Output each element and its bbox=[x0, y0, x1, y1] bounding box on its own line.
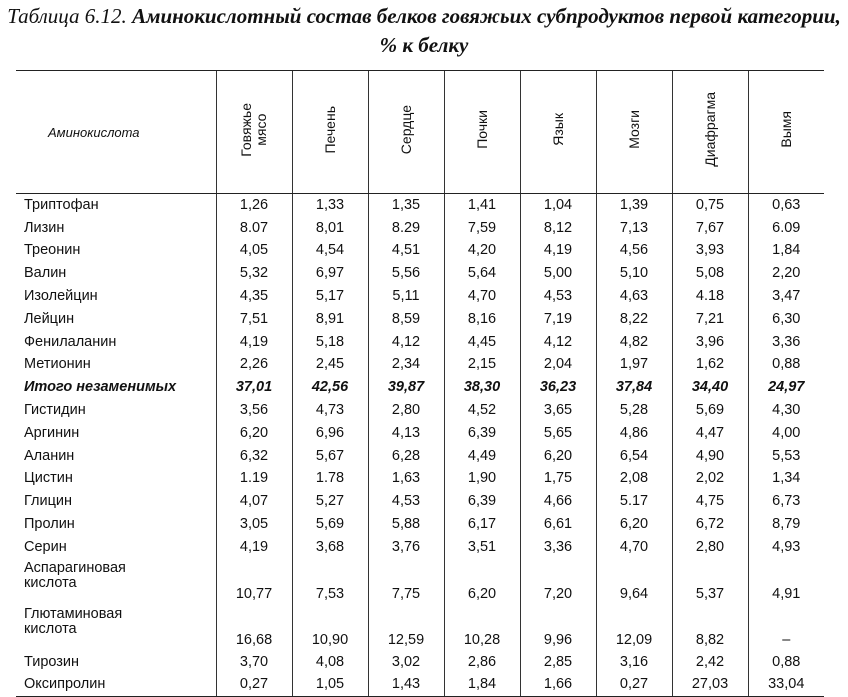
table-row bbox=[16, 285, 824, 308]
value-cell: 2,02 bbox=[672, 468, 748, 491]
value-cell: 6,20 bbox=[596, 513, 672, 536]
value-cell: 4,35 bbox=[216, 285, 292, 308]
value-cell: 2,85 bbox=[520, 651, 596, 674]
value-cell: 4,00 bbox=[748, 422, 824, 445]
value-cell: 37,01 bbox=[216, 376, 292, 399]
value-cell: 5,64 bbox=[444, 262, 520, 285]
value-cell: 4,73 bbox=[292, 399, 368, 422]
value-cell: 8,91 bbox=[292, 308, 368, 331]
value-cell: 4,13 bbox=[368, 422, 444, 445]
value-cell: 5,37 bbox=[672, 559, 748, 605]
value-cell: 0,27 bbox=[216, 674, 292, 697]
value-cell: 39,87 bbox=[368, 376, 444, 399]
value-cell: 5,32 bbox=[216, 262, 292, 285]
value-cell: 38,30 bbox=[444, 376, 520, 399]
value-cell: 6,20 bbox=[520, 445, 596, 468]
value-cell: 1,62 bbox=[672, 354, 748, 377]
value-cell: 4,07 bbox=[216, 490, 292, 513]
amino-acid-name: Глютаминовая кислота bbox=[24, 605, 123, 637]
value-cell: 3,96 bbox=[672, 331, 748, 354]
value-cell: 2,42 bbox=[672, 651, 748, 674]
value-cell: 10,77 bbox=[216, 559, 292, 605]
value-cell: 2,15 bbox=[444, 354, 520, 377]
column-header bbox=[216, 71, 292, 194]
value-cell: 12,59 bbox=[368, 605, 444, 651]
table-row bbox=[16, 674, 824, 697]
table-row bbox=[16, 651, 824, 674]
value-cell: 0,63 bbox=[748, 194, 824, 217]
amino-acid-table bbox=[16, 70, 824, 697]
column-header bbox=[292, 71, 368, 194]
column-header-amino-acid: Аминокислота bbox=[16, 71, 216, 194]
table-row bbox=[16, 445, 824, 468]
value-cell: 7,53 bbox=[292, 559, 368, 605]
table-row bbox=[16, 354, 824, 377]
value-cell: 2,20 bbox=[748, 262, 824, 285]
table-row bbox=[16, 308, 824, 331]
value-cell: 6,61 bbox=[520, 513, 596, 536]
value-cell: 4,54 bbox=[292, 240, 368, 263]
table-row bbox=[16, 262, 824, 285]
value-cell: 0,75 bbox=[672, 194, 748, 217]
value-cell: 4,86 bbox=[596, 422, 672, 445]
amino-acid-name: Аспарагиновая кислота bbox=[24, 559, 126, 591]
value-cell: 37,84 bbox=[596, 376, 672, 399]
value-cell: 4,91 bbox=[748, 559, 824, 605]
value-cell: 5,10 bbox=[596, 262, 672, 285]
value-cell: 4,19 bbox=[216, 536, 292, 559]
value-cell: 4,70 bbox=[596, 536, 672, 559]
value-cell: 8,59 bbox=[368, 308, 444, 331]
value-cell: 1,41 bbox=[444, 194, 520, 217]
amino-acid-name: Изолейцин bbox=[24, 288, 98, 305]
amino-acid-name: Аланин bbox=[24, 447, 75, 464]
value-cell: 8,01 bbox=[292, 217, 368, 240]
value-cell: 1,05 bbox=[292, 674, 368, 697]
value-cell: 2,04 bbox=[520, 354, 596, 377]
value-cell: 2,34 bbox=[368, 354, 444, 377]
value-cell: 6,20 bbox=[444, 559, 520, 605]
column-header bbox=[444, 71, 520, 194]
value-cell: 1,04 bbox=[520, 194, 596, 217]
value-cell: 8,22 bbox=[596, 308, 672, 331]
value-cell: 3,93 bbox=[672, 240, 748, 263]
table-row bbox=[16, 513, 824, 536]
value-cell: 1.78 bbox=[292, 468, 368, 491]
value-cell: 7,19 bbox=[520, 308, 596, 331]
value-cell: 5,53 bbox=[748, 445, 824, 468]
value-cell: 5,08 bbox=[672, 262, 748, 285]
value-cell: 6,20 bbox=[216, 422, 292, 445]
value-cell: 42,56 bbox=[292, 376, 368, 399]
value-cell: 5,65 bbox=[520, 422, 596, 445]
value-cell: 4,19 bbox=[520, 240, 596, 263]
table-row bbox=[16, 217, 824, 240]
value-cell: 1,26 bbox=[216, 194, 292, 217]
table-row bbox=[16, 331, 824, 354]
value-cell: 34,40 bbox=[672, 376, 748, 399]
column-header-label: Вымя bbox=[777, 111, 794, 148]
column-header bbox=[520, 71, 596, 194]
amino-acid-name: Триптофан bbox=[24, 196, 99, 213]
value-cell: 6,97 bbox=[292, 262, 368, 285]
value-cell: 7,20 bbox=[520, 559, 596, 605]
value-cell: 2,26 bbox=[216, 354, 292, 377]
amino-acid-name: Аргинин bbox=[24, 424, 80, 441]
table-number: Таблица 6.12. bbox=[7, 4, 127, 28]
column-header-label: Мозги bbox=[625, 110, 642, 149]
value-cell: 9,96 bbox=[520, 605, 596, 651]
amino-acid-name: Цистин bbox=[24, 470, 73, 487]
value-cell: 0,27 bbox=[596, 674, 672, 697]
value-cell: 4,19 bbox=[216, 331, 292, 354]
value-cell: 3,70 bbox=[216, 651, 292, 674]
value-cell: 5,17 bbox=[292, 285, 368, 308]
value-cell: 2,08 bbox=[596, 468, 672, 491]
column-header bbox=[596, 71, 672, 194]
value-cell: 8,82 bbox=[672, 605, 748, 651]
value-cell: 9,64 bbox=[596, 559, 672, 605]
value-cell: 8,79 bbox=[748, 513, 824, 536]
value-cell: 3,47 bbox=[748, 285, 824, 308]
value-cell: 4,66 bbox=[520, 490, 596, 513]
table-row bbox=[16, 490, 824, 513]
table-row bbox=[16, 399, 824, 422]
value-cell: 6,73 bbox=[748, 490, 824, 513]
value-cell: 1,84 bbox=[444, 674, 520, 697]
value-cell: 24,97 bbox=[748, 376, 824, 399]
value-cell: 4,93 bbox=[748, 536, 824, 559]
table-caption bbox=[0, 2, 848, 60]
table-row bbox=[16, 536, 824, 559]
amino-acid-name: Лизин bbox=[24, 219, 65, 236]
value-cell: 16,68 bbox=[216, 605, 292, 651]
table-row bbox=[16, 559, 824, 605]
value-cell: 3,68 bbox=[292, 536, 368, 559]
column-header bbox=[672, 71, 748, 194]
value-cell: 5,27 bbox=[292, 490, 368, 513]
value-cell: 2,86 bbox=[444, 651, 520, 674]
amino-acid-name: Серин bbox=[24, 538, 67, 555]
column-header-label: Печень bbox=[321, 105, 338, 154]
value-cell: 6.09 bbox=[748, 217, 824, 240]
value-cell: 4,12 bbox=[520, 331, 596, 354]
value-cell: 5,18 bbox=[292, 331, 368, 354]
table-row bbox=[16, 422, 824, 445]
value-cell: 3,16 bbox=[596, 651, 672, 674]
value-cell: 5,28 bbox=[596, 399, 672, 422]
value-cell: 7,75 bbox=[368, 559, 444, 605]
value-cell: 7,59 bbox=[444, 217, 520, 240]
value-cell: 6,54 bbox=[596, 445, 672, 468]
value-cell: 4,70 bbox=[444, 285, 520, 308]
table-row bbox=[16, 240, 824, 263]
value-cell: 6,30 bbox=[748, 308, 824, 331]
amino-acid-name: Глицин bbox=[24, 493, 73, 510]
amino-acid-name: Оксипролин bbox=[16, 674, 216, 697]
table-body bbox=[16, 194, 824, 697]
value-cell: 4,56 bbox=[596, 240, 672, 263]
value-cell: 3,02 bbox=[368, 651, 444, 674]
value-cell: 4,05 bbox=[216, 240, 292, 263]
total-row bbox=[16, 376, 824, 399]
value-cell: 4,45 bbox=[444, 331, 520, 354]
value-cell: 4,53 bbox=[368, 490, 444, 513]
amino-acid-name: Пролин bbox=[24, 516, 75, 533]
value-cell: 5,69 bbox=[292, 513, 368, 536]
value-cell: 5,11 bbox=[368, 285, 444, 308]
column-header bbox=[368, 71, 444, 194]
value-cell: 4,90 bbox=[672, 445, 748, 468]
value-cell: 1,66 bbox=[520, 674, 596, 697]
value-cell: 4,08 bbox=[292, 651, 368, 674]
value-cell: 8,16 bbox=[444, 308, 520, 331]
amino-acid-name: Гистидин bbox=[24, 402, 86, 419]
value-cell: 4.18 bbox=[672, 285, 748, 308]
amino-acid-name: Фенилаланин bbox=[24, 333, 117, 350]
value-cell: 1,35 bbox=[368, 194, 444, 217]
value-cell: 8.07 bbox=[216, 217, 292, 240]
value-cell: 4,63 bbox=[596, 285, 672, 308]
value-cell: 5,56 bbox=[368, 262, 444, 285]
value-cell: 1,33 bbox=[292, 194, 368, 217]
value-cell: 4,30 bbox=[748, 399, 824, 422]
value-cell: 3,65 bbox=[520, 399, 596, 422]
value-cell: 1,84 bbox=[748, 240, 824, 263]
value-cell: 10,28 bbox=[444, 605, 520, 651]
column-header-label: Говяжье мясо bbox=[238, 102, 269, 157]
value-cell: 1,90 bbox=[444, 468, 520, 491]
value-cell: 4,49 bbox=[444, 445, 520, 468]
value-cell: 6,39 bbox=[444, 422, 520, 445]
value-cell: 0,88 bbox=[748, 354, 824, 377]
value-cell: 27,03 bbox=[672, 674, 748, 697]
value-cell: 1,63 bbox=[368, 468, 444, 491]
value-cell: 12,09 bbox=[596, 605, 672, 651]
amino-acid-name: Треонин bbox=[24, 242, 81, 259]
value-cell: 4,75 bbox=[672, 490, 748, 513]
value-cell: 36,23 bbox=[520, 376, 596, 399]
table-row bbox=[16, 605, 824, 651]
value-cell: 3,05 bbox=[216, 513, 292, 536]
column-header-label: Диафрагма bbox=[701, 92, 718, 167]
value-cell: 5.17 bbox=[596, 490, 672, 513]
value-cell: 1,75 bbox=[520, 468, 596, 491]
value-cell: 1.19 bbox=[216, 468, 292, 491]
value-cell: 0,88 bbox=[748, 651, 824, 674]
column-header-label: Почки bbox=[473, 110, 490, 149]
value-cell: 6,96 bbox=[292, 422, 368, 445]
value-cell: 7,51 bbox=[216, 308, 292, 331]
table-row bbox=[16, 468, 824, 491]
value-cell: 2,80 bbox=[368, 399, 444, 422]
value-cell: 2,80 bbox=[672, 536, 748, 559]
value-cell: 5,00 bbox=[520, 262, 596, 285]
amino-acid-name: Валин bbox=[24, 265, 67, 282]
value-cell: 6,17 bbox=[444, 513, 520, 536]
amino-acid-name: Лейцин bbox=[24, 310, 75, 327]
value-cell: 8,12 bbox=[520, 217, 596, 240]
value-cell: 7,13 bbox=[596, 217, 672, 240]
value-cell: 4,12 bbox=[368, 331, 444, 354]
value-cell: 33,04 bbox=[748, 674, 824, 697]
column-header-label: Язык bbox=[549, 113, 566, 146]
value-cell: 1,39 bbox=[596, 194, 672, 217]
value-cell: 3,36 bbox=[520, 536, 596, 559]
value-cell: 3,56 bbox=[216, 399, 292, 422]
value-cell: 4,53 bbox=[520, 285, 596, 308]
column-header-label: Сердце bbox=[397, 104, 414, 155]
table-row bbox=[16, 194, 824, 217]
value-cell: 8.29 bbox=[368, 217, 444, 240]
value-cell: 2,45 bbox=[292, 354, 368, 377]
amino-acid-name: Итого незаменимых bbox=[24, 379, 177, 396]
value-cell: 7,21 bbox=[672, 308, 748, 331]
value-cell: 4,51 bbox=[368, 240, 444, 263]
value-cell: 10,90 bbox=[292, 605, 368, 651]
value-cell: – bbox=[748, 605, 824, 651]
value-cell: 7,67 bbox=[672, 217, 748, 240]
value-cell: 5,67 bbox=[292, 445, 368, 468]
value-cell: 6,72 bbox=[672, 513, 748, 536]
value-cell: 6,28 bbox=[368, 445, 444, 468]
column-header bbox=[748, 71, 824, 194]
value-cell: 5,88 bbox=[368, 513, 444, 536]
table-title: Аминокислотный состав белков говяжьих субпродуктов первой категории, % к белку bbox=[132, 4, 841, 57]
value-cell: 1,34 bbox=[748, 468, 824, 491]
value-cell: 1,43 bbox=[368, 674, 444, 697]
value-cell: 3,36 bbox=[748, 331, 824, 354]
amino-acid-name: Тирозин bbox=[24, 653, 80, 670]
amino-acid-name: Метионин bbox=[24, 356, 91, 373]
value-cell: 3,51 bbox=[444, 536, 520, 559]
value-cell: 5,69 bbox=[672, 399, 748, 422]
value-cell: 6,39 bbox=[444, 490, 520, 513]
value-cell: 4,20 bbox=[444, 240, 520, 263]
value-cell: 1,97 bbox=[596, 354, 672, 377]
value-cell: 4,52 bbox=[444, 399, 520, 422]
value-cell: 4,47 bbox=[672, 422, 748, 445]
value-cell: 4,82 bbox=[596, 331, 672, 354]
value-cell: 3,76 bbox=[368, 536, 444, 559]
value-cell: 6,32 bbox=[216, 445, 292, 468]
header-row bbox=[16, 71, 824, 194]
